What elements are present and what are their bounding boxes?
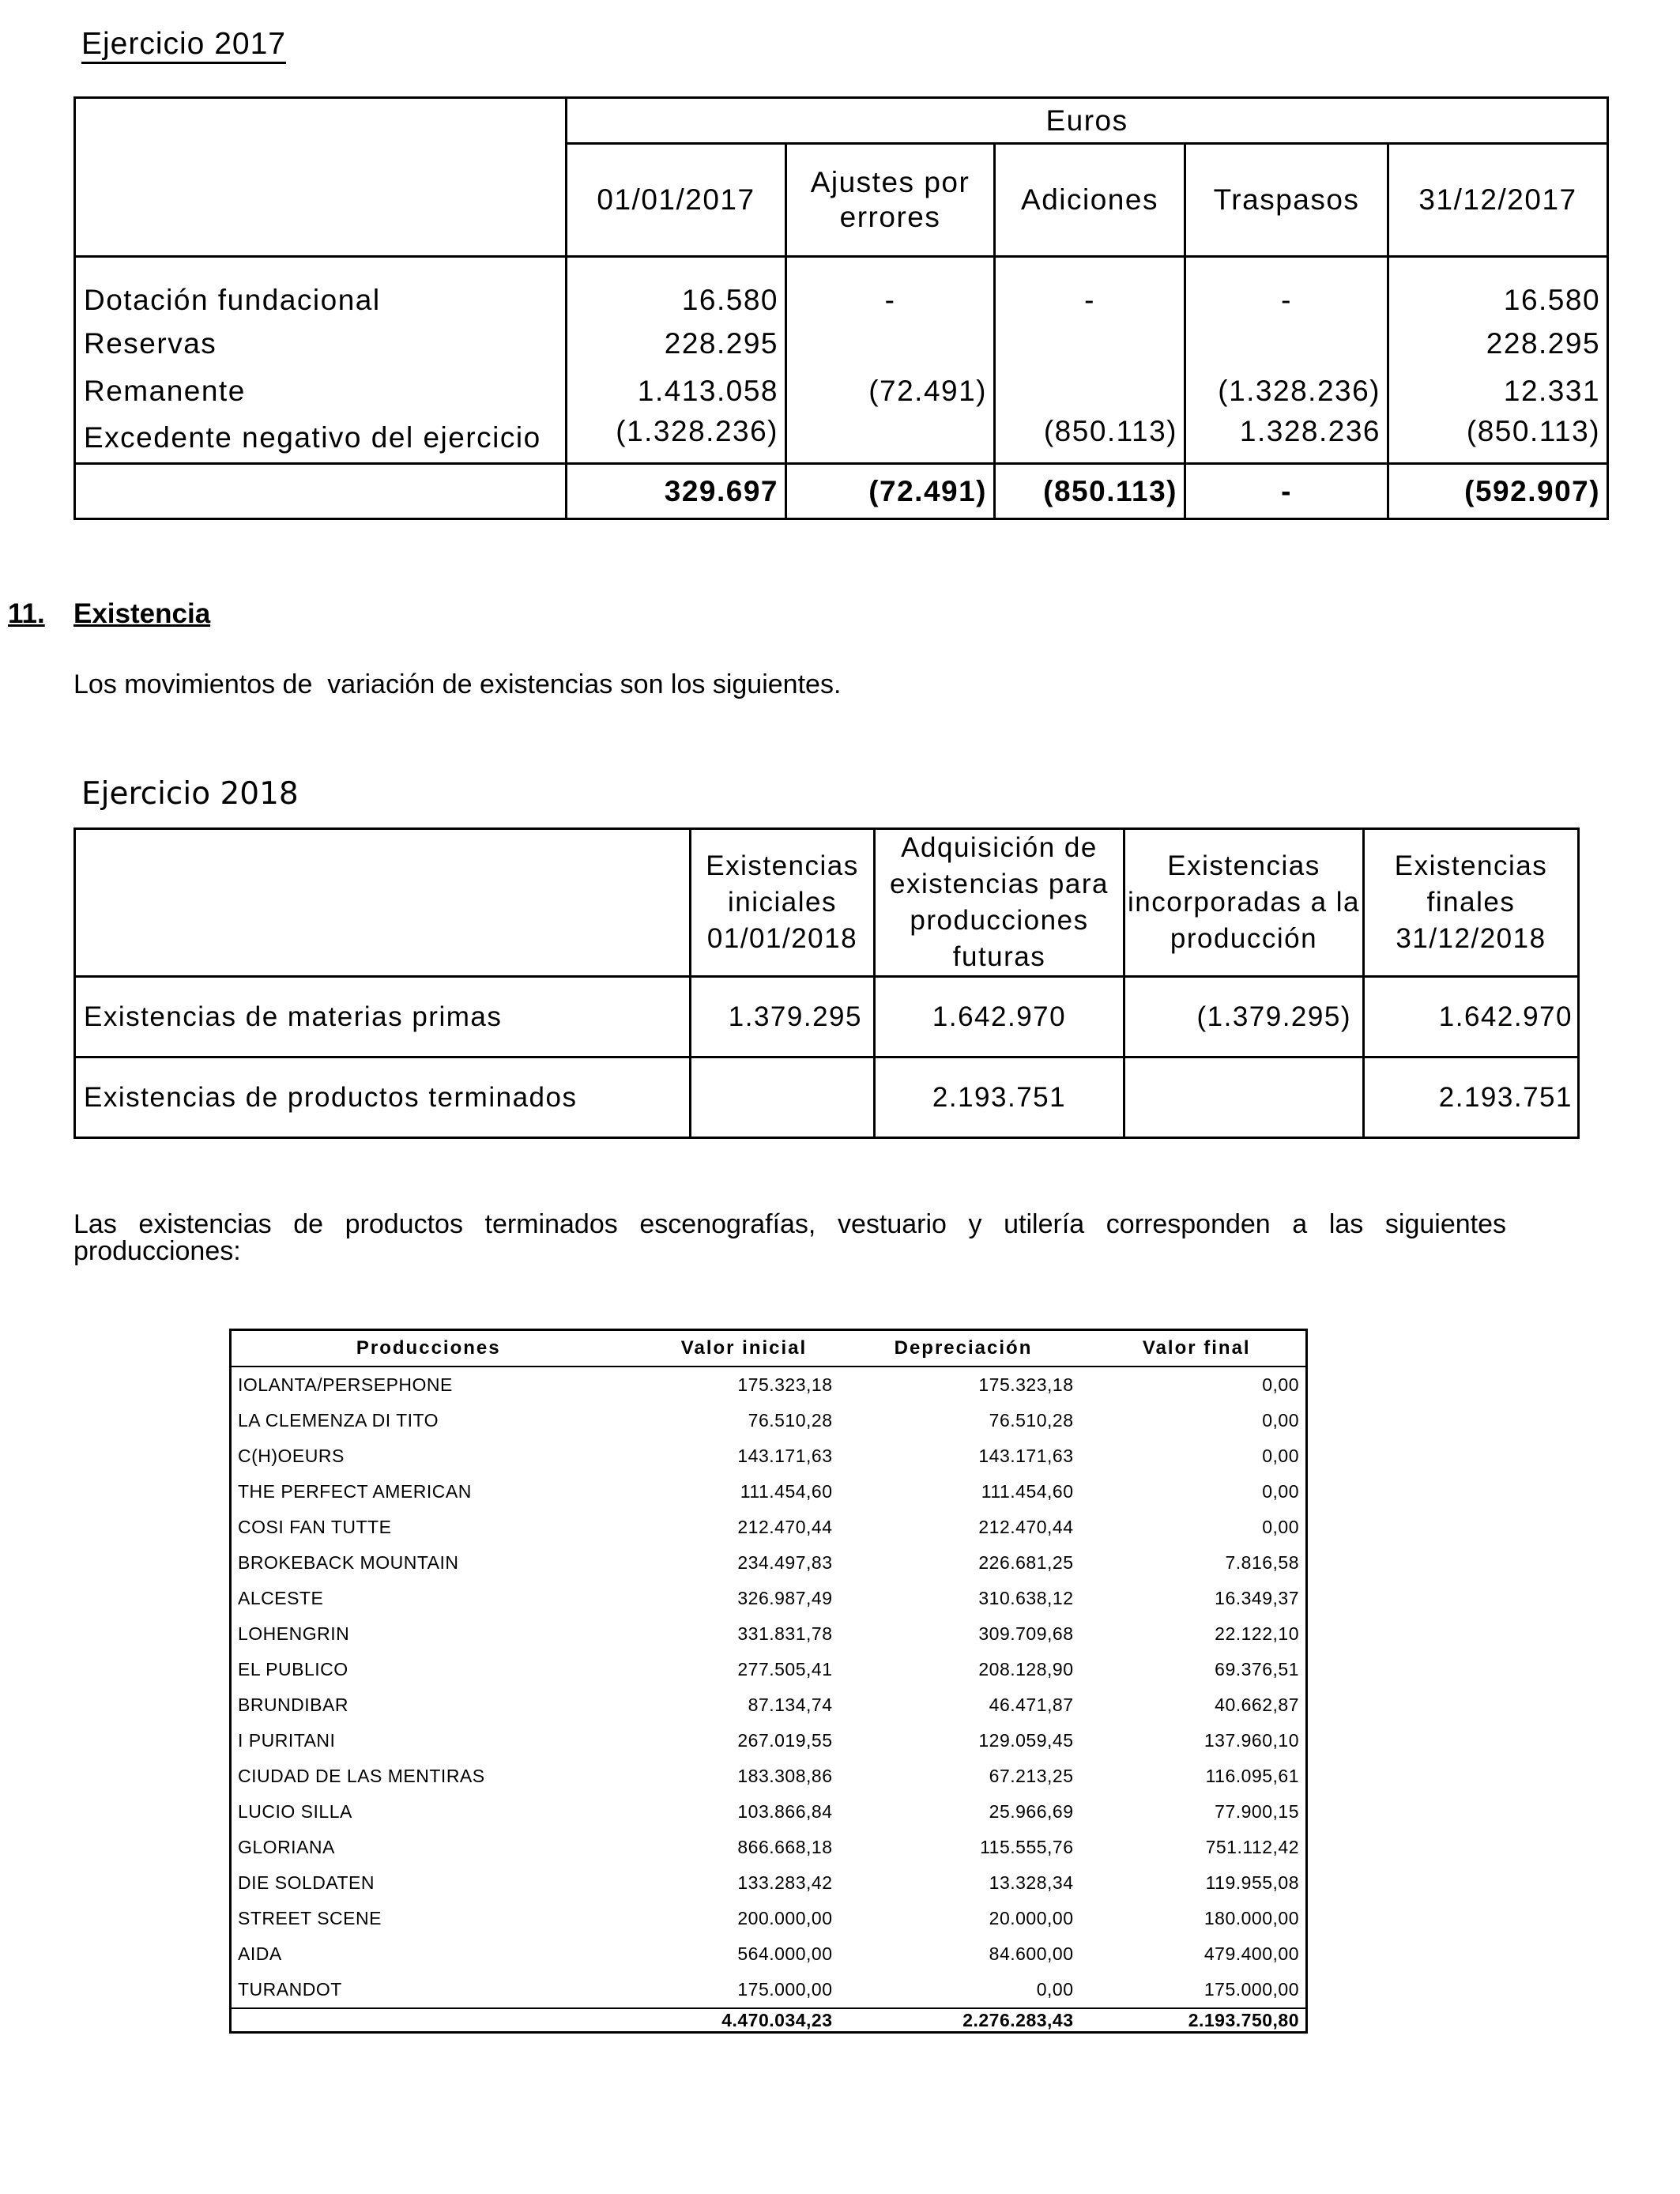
table-row (231, 1510, 1307, 1545)
table-row (231, 1759, 1307, 1794)
depreciation-value: 310.638,12 (978, 1588, 1074, 1608)
table-row (231, 1545, 1307, 1581)
column-header: Traspasos (1185, 144, 1388, 257)
column-header: 31/12/2017 (1388, 144, 1608, 257)
column-header: Existencias incorporadas a la producción (1124, 829, 1364, 977)
depreciation-value: 115.555,76 (980, 1837, 1074, 1857)
initial-value: 76.510,28 (748, 1410, 833, 1431)
final-value: 751.112,42 (1205, 1837, 1299, 1857)
column-header: Ajustes por errores (786, 144, 995, 257)
section-title: Existencia (73, 598, 211, 629)
initial-value: 200.000,00 (737, 1908, 833, 1928)
row-label: Excedente negativo del ejercicio (75, 415, 567, 464)
table-cell: - (995, 257, 1185, 320)
depreciation-value: 76.510,28 (989, 1410, 1074, 1431)
row-label: Existencias de materias primas (75, 977, 691, 1057)
currency-header: Euros (567, 98, 1608, 144)
initial-value: 183.308,86 (737, 1766, 833, 1786)
table-cell: - (1185, 257, 1388, 320)
column-header: Valor inicial (626, 1330, 839, 1367)
section-2018-title: Ejercicio 2018 (81, 776, 299, 812)
depreciation-value: 226.681,25 (978, 1552, 1074, 1573)
total-cell: - (1185, 464, 1388, 519)
initial-value: 866.668,18 (737, 1837, 833, 1857)
section-intro: Los movimientos de variación de existencias son los siguientes. (73, 669, 842, 699)
table-cell: (850.113) (995, 415, 1185, 464)
final-value: 119.955,08 (1205, 1872, 1299, 1893)
initial-value: 277.505,41 (737, 1659, 833, 1679)
table-cell: 1.379.295 (691, 977, 875, 1057)
table-row (231, 1403, 1307, 1438)
final-value: 0,00 (1262, 1410, 1299, 1431)
depreciation-value: 212.470,44 (978, 1517, 1074, 1537)
table-cell: 228.295 (1388, 320, 1608, 368)
table-cell: 2.193.751 (1364, 1057, 1579, 1138)
table-cell (1185, 320, 1388, 368)
production-name: CIUDAD DE LAS MENTIRAS (238, 1766, 485, 1786)
productions-table (229, 1329, 1308, 2034)
production-name: TURANDOT (238, 1979, 342, 2000)
initial-value: 331.831,78 (737, 1623, 833, 1644)
final-value: 0,00 (1262, 1446, 1299, 1466)
table-row (231, 1687, 1307, 1723)
depreciation-value: 143.171,63 (978, 1446, 1074, 1466)
initial-value: 267.019,55 (737, 1730, 833, 1751)
table-cell (995, 320, 1185, 368)
table-cell: 1.642.970 (1364, 977, 1579, 1057)
final-value: 69.376,51 (1215, 1659, 1299, 1679)
production-name: DIE SOLDATEN (238, 1872, 375, 1893)
table-row (231, 1936, 1307, 1972)
column-header: Existencias iniciales 01/01/2018 (691, 829, 875, 977)
depreciation-value: 111.454,60 (981, 1481, 1074, 1502)
initial-value: 175.000,00 (737, 1979, 833, 2000)
production-name: IOLANTA/PERSEPHONE (238, 1374, 453, 1395)
depreciation-value: 309.709,68 (978, 1623, 1074, 1644)
table-row (231, 1581, 1307, 1616)
production-name: I PURITANI (238, 1730, 336, 1751)
total-cell: (592.907) (1388, 464, 1608, 519)
final-value: 77.900,15 (1215, 1801, 1299, 1822)
totals-label-empty (231, 2008, 626, 2033)
table-row (231, 1723, 1307, 1759)
header-empty-cell (75, 829, 691, 977)
depreciation-value: 0,00 (1036, 1979, 1074, 2000)
table-cell (786, 415, 995, 464)
final-value: 40.662,87 (1215, 1695, 1299, 1715)
final-value: 16.349,37 (1215, 1588, 1299, 1608)
depreciation-value: 25.966,69 (989, 1801, 1074, 1822)
production-name: STREET SCENE (238, 1908, 382, 1928)
table-cell: 1.642.970 (875, 977, 1124, 1057)
table-cell: (72.491) (786, 368, 995, 415)
column-header: Valor final (1080, 1330, 1307, 1367)
initial-value: 212.470,44 (737, 1517, 833, 1537)
table-cell: 12.331 (1388, 368, 1608, 415)
production-name: LA CLEMENZA DI TITO (238, 1410, 439, 1431)
header-empty-cell (75, 98, 567, 257)
table-row (231, 1616, 1307, 1652)
initial-value: 326.987,49 (737, 1588, 833, 1608)
final-value: 0,00 (1262, 1517, 1299, 1537)
table-row (231, 1901, 1307, 1936)
row-label: Remanente (75, 368, 567, 415)
initial-value: 87.134,74 (748, 1695, 833, 1715)
row-label: Reservas (75, 320, 567, 368)
final-value: 0,00 (1262, 1374, 1299, 1395)
section-2017-title: Ejercicio 2017 (81, 27, 286, 64)
initial-value: 111.454,60 (740, 1481, 833, 1502)
table-row (231, 1972, 1307, 2008)
production-name: THE PERFECT AMERICAN (238, 1481, 472, 1502)
row-label: Existencias de productos terminados (75, 1057, 691, 1138)
inventory-table-2018 (73, 827, 1580, 1139)
section-number: 11. (8, 598, 45, 629)
production-name: EL PUBLICO (238, 1659, 348, 1679)
table-cell (786, 320, 995, 368)
production-name: C(H)OEURS (238, 1446, 345, 1466)
table-cell (1124, 1057, 1364, 1138)
table-cell: 1.328.236 (1185, 415, 1388, 464)
table-cell: 1.413.058 (567, 368, 786, 415)
initial-value: 143.171,63 (737, 1446, 833, 1466)
production-name: LOHENGRIN (238, 1623, 350, 1644)
production-name: AIDA (238, 1943, 282, 1964)
equity-table-2017 (73, 96, 1609, 520)
total-cell: 329.697 (567, 464, 786, 519)
table-cell: (1.328.236) (567, 415, 786, 464)
column-header: Existencias finales 31/12/2018 (1364, 829, 1579, 977)
row-label: Dotación fundacional (75, 257, 567, 320)
table-cell: 16.580 (567, 257, 786, 320)
table-cell: (850.113) (1388, 415, 1608, 464)
table-row (231, 1652, 1307, 1687)
total-cell: (72.491) (786, 464, 995, 519)
depreciation-value: 46.471,87 (989, 1695, 1074, 1715)
column-header: Depreciación (839, 1330, 1080, 1367)
table-row (231, 1438, 1307, 1474)
final-value: 479.400,00 (1203, 1943, 1299, 1964)
depreciation-value: 67.213,25 (989, 1766, 1074, 1786)
final-value: 180.000,00 (1203, 1908, 1299, 1928)
table-cell: 2.193.751 (875, 1057, 1124, 1138)
final-value: 175.000,00 (1203, 1979, 1299, 2000)
table-row (231, 1474, 1307, 1510)
table-cell: - (786, 257, 995, 320)
totals-row (231, 2008, 1307, 2033)
production-name: LUCIO SILLA (238, 1801, 352, 1822)
table-row (231, 1865, 1307, 1901)
table-cell: (1.379.295) (1124, 977, 1364, 1057)
table-row (231, 1367, 1307, 1403)
production-name: BRUNDIBAR (238, 1695, 348, 1715)
table-cell: 228.295 (567, 320, 786, 368)
depreciation-value: 84.600,00 (989, 1943, 1074, 1964)
initial-value: 234.497,83 (737, 1552, 833, 1573)
table-cell (691, 1057, 875, 1138)
productions-paragraph: Las existencias de productos terminados escenografías, vestuario y utilería corresponden a las siguientes producciones: (73, 1209, 1506, 1266)
depreciation-value: 129.059,45 (978, 1730, 1074, 1751)
production-name: COSI FAN TUTTE (238, 1517, 392, 1537)
final-value: 7.816,58 (1225, 1552, 1299, 1573)
initial-value: 103.866,84 (737, 1801, 833, 1822)
final-value: 137.960,10 (1203, 1730, 1299, 1751)
table-cell (995, 368, 1185, 415)
column-header: Adquisición de existencias para producciones futuras (875, 829, 1124, 977)
total-initial: 4.470.034,23 (626, 2008, 839, 2033)
column-header: Adiciones (995, 144, 1185, 257)
final-value: 116.095,61 (1205, 1766, 1299, 1786)
production-name: GLORIANA (238, 1837, 335, 1857)
total-cell: (850.113) (995, 464, 1185, 519)
column-header: Producciones (231, 1330, 626, 1367)
table-cell: (1.328.236) (1185, 368, 1388, 415)
initial-value: 175.323,18 (737, 1374, 833, 1395)
depreciation-value: 175.323,18 (978, 1374, 1074, 1395)
depreciation-value: 20.000,00 (989, 1908, 1074, 1928)
production-name: ALCESTE (238, 1588, 324, 1608)
table-row (231, 1830, 1307, 1865)
depreciation-value: 208.128,90 (978, 1659, 1074, 1679)
initial-value: 564.000,00 (737, 1943, 833, 1964)
total-label-empty (75, 464, 567, 519)
total-depreciation: 2.276.283,43 (839, 2008, 1080, 2033)
table-cell: 16.580 (1388, 257, 1608, 320)
final-value: 22.122,10 (1215, 1623, 1299, 1644)
production-name: BROKEBACK MOUNTAIN (238, 1552, 459, 1573)
initial-value: 133.283,42 (737, 1872, 833, 1893)
column-header: 01/01/2017 (567, 144, 786, 257)
final-value: 0,00 (1262, 1481, 1299, 1502)
depreciation-value: 13.328,34 (989, 1872, 1074, 1893)
total-final: 2.193.750,80 (1080, 2008, 1307, 2033)
table-row (231, 1794, 1307, 1830)
